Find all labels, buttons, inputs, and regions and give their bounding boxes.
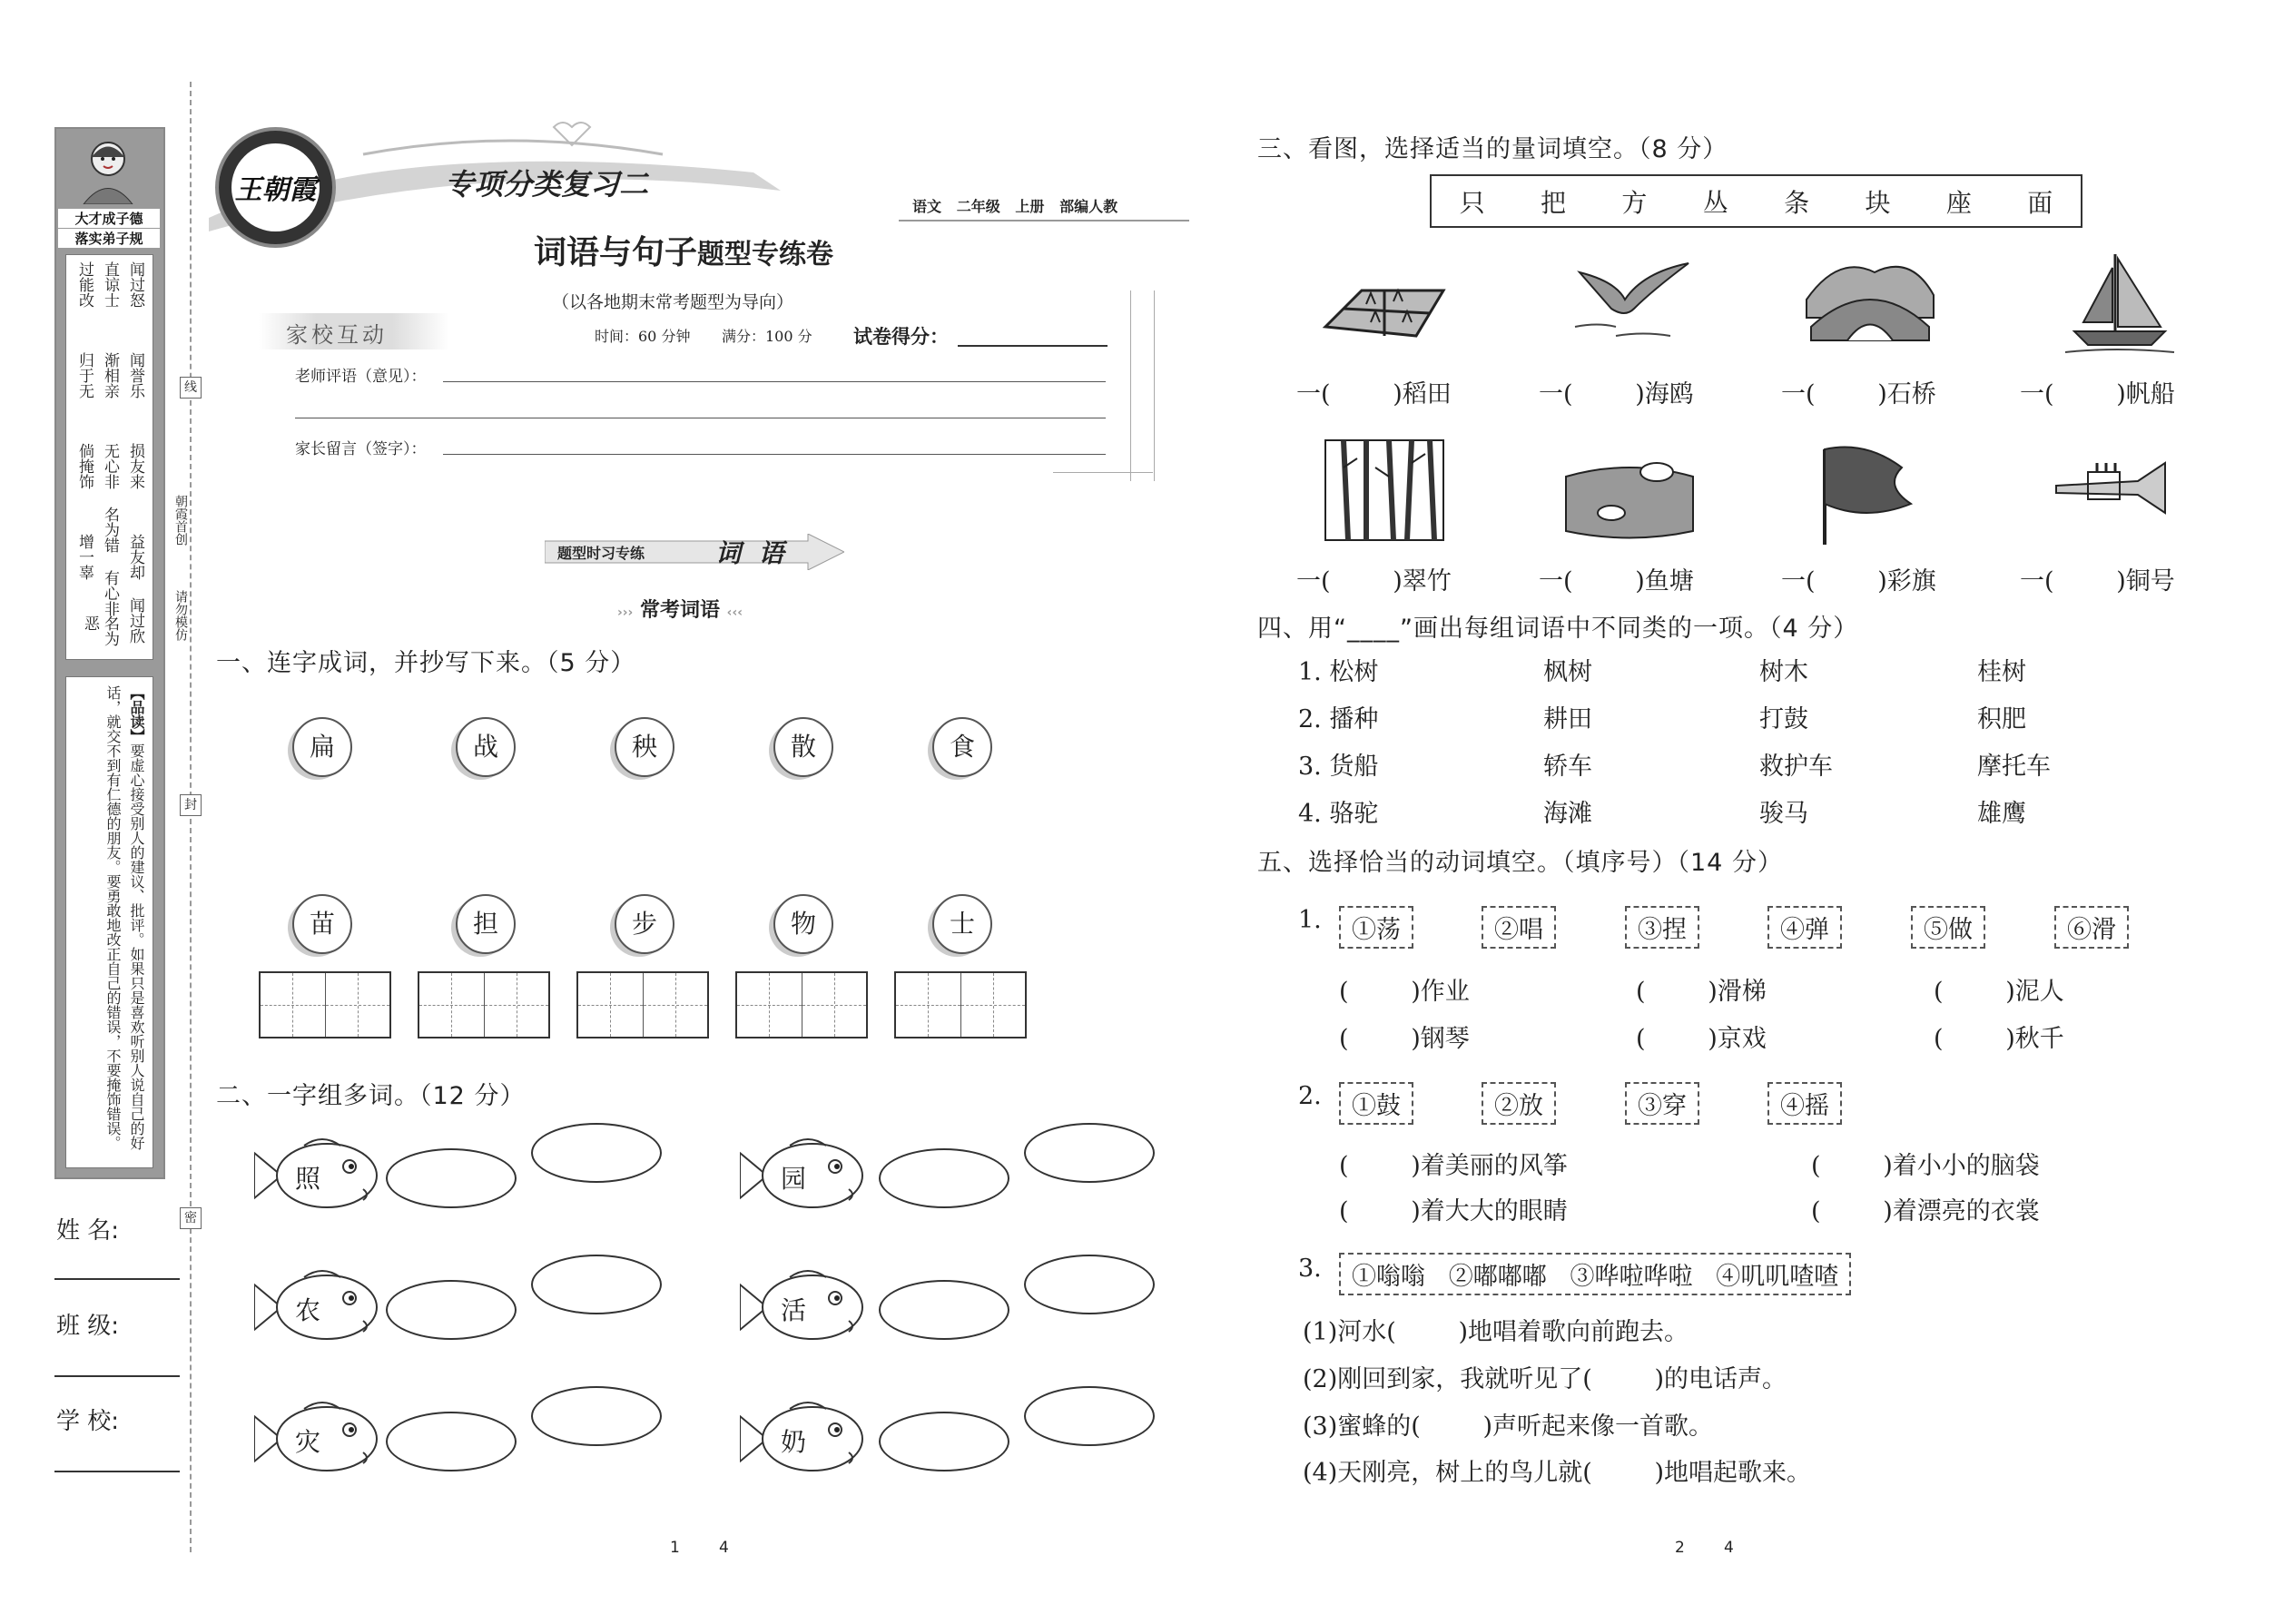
verb-option: ①荡 bbox=[1339, 906, 1413, 949]
q3-blank[interactable]: 一( )稻田 bbox=[1296, 380, 1452, 408]
q1-char-bottom[interactable]: 担 bbox=[456, 894, 516, 954]
cut-mark-secret: 密 bbox=[180, 1207, 202, 1229]
q3-blank[interactable]: 一( )彩旗 bbox=[1781, 567, 1936, 595]
cut-line bbox=[190, 82, 192, 1552]
q5-group1-number: 1. bbox=[1298, 906, 1322, 934]
school-line[interactable] bbox=[54, 1471, 180, 1472]
motto-top: 大才成子德 bbox=[58, 209, 160, 228]
verb-option: ②唱 bbox=[1482, 906, 1556, 949]
q5-blank[interactable]: ( )作业 bbox=[1339, 978, 1470, 1006]
answer-ellipse[interactable] bbox=[386, 1148, 517, 1208]
verse-columns: 闻过怒 闻誉乐 损友来 益友却 闻过欣 直谅士 渐相亲 无心非 名为错 有心非 名为恶 过能改 归于无 倘掩饰 增一辜 bbox=[75, 261, 144, 646]
answer-ellipse[interactable] bbox=[531, 1386, 662, 1446]
sailboat-icon bbox=[2047, 245, 2183, 363]
q3-blank[interactable]: 一( )石桥 bbox=[1781, 380, 1936, 408]
q4-word[interactable]: 积肥 bbox=[1977, 705, 2026, 733]
q2-fish-right bbox=[740, 1135, 867, 1220]
meta-line: 语文 二年级 上册 部编人教 bbox=[912, 198, 1118, 215]
q2-char: 活 bbox=[781, 1295, 807, 1325]
brand-logo bbox=[215, 127, 336, 248]
bamboo-icon bbox=[1316, 431, 1452, 549]
q3-blank[interactable]: 一( )翠竹 bbox=[1296, 567, 1452, 595]
writing-grid[interactable] bbox=[576, 971, 709, 1038]
q4-word[interactable]: 枫树 bbox=[1543, 658, 1592, 686]
q5-blank[interactable]: ( )泥人 bbox=[1934, 978, 2064, 1006]
measure-word-bank bbox=[1430, 174, 2082, 228]
verb-option: ②放 bbox=[1482, 1082, 1556, 1125]
answer-ellipse[interactable] bbox=[386, 1280, 517, 1340]
banner-name: 词 语 bbox=[715, 538, 784, 568]
q5-blank[interactable]: ( )钢琴 bbox=[1339, 1025, 1470, 1053]
q5-title: 五、选择恰当的动词填空。（填序号）（14 分） bbox=[1257, 849, 1783, 877]
q5-group3-number: 3. bbox=[1298, 1255, 1322, 1283]
word-bank-item: 条 bbox=[1784, 187, 1810, 218]
q2-char: 农 bbox=[295, 1295, 321, 1325]
verb-option: ④摇 bbox=[1767, 1082, 1842, 1125]
q4-rows bbox=[1298, 652, 2206, 841]
word-bank-item: 丛 bbox=[1702, 187, 1728, 218]
q4-word[interactable]: 2. 播种 bbox=[1298, 705, 1379, 733]
class-label: 班 级: bbox=[56, 1313, 120, 1340]
page-number-left: 1 4 bbox=[670, 1539, 729, 1557]
q5-blank[interactable]: ( )着漂亮的衣裳 bbox=[1811, 1197, 2040, 1225]
q1-char-bottom[interactable]: 步 bbox=[615, 894, 674, 954]
answer-ellipse[interactable] bbox=[386, 1412, 517, 1471]
q2-fish-right bbox=[740, 1398, 867, 1483]
answer-ellipse[interactable] bbox=[879, 1412, 1009, 1471]
frame-deco-right bbox=[1130, 290, 1155, 481]
frame-deco-bottom bbox=[1053, 472, 1153, 473]
q1-char-top[interactable]: 战 bbox=[456, 717, 516, 777]
teacher-comment-line-1[interactable] bbox=[443, 381, 1106, 382]
sub-banner: ››› 常考词语 ‹‹‹ bbox=[617, 599, 743, 622]
q5-sentence[interactable]: (3)蜜蜂的( )声听起来像一首歌。 bbox=[1303, 1412, 1713, 1441]
q4-word[interactable]: 桂树 bbox=[1977, 658, 2026, 686]
q3-blank[interactable]: 一( )海鸥 bbox=[1539, 380, 1694, 408]
q2-char: 园 bbox=[781, 1164, 807, 1194]
writing-grid[interactable] bbox=[418, 971, 550, 1038]
teacher-comment-label: 老师评语（意见）： bbox=[295, 368, 427, 386]
q1-title: 一、连字成词，并抄写下来。（5 分） bbox=[216, 649, 636, 677]
fish-pond-icon bbox=[1561, 431, 1698, 549]
q2-fish-left bbox=[254, 1266, 381, 1352]
section-banner bbox=[545, 534, 844, 570]
q1-char-bottom[interactable]: 物 bbox=[773, 894, 833, 954]
subtitle: （以各地期末常考题型为导向） bbox=[552, 292, 794, 312]
q4-word[interactable]: 轿车 bbox=[1543, 753, 1592, 781]
home-school-label: 家校互动 bbox=[286, 322, 388, 348]
q4-word[interactable]: 1. 松树 bbox=[1298, 658, 1379, 686]
name-line[interactable] bbox=[54, 1278, 180, 1280]
q1-char-top[interactable]: 秧 bbox=[615, 717, 674, 777]
q5-sentence[interactable]: (2)刚回到家，我就听见了( )的电话声。 bbox=[1303, 1365, 1787, 1393]
word-bank-item: 块 bbox=[1865, 187, 1891, 218]
word-bank-item: 只 bbox=[1459, 187, 1485, 218]
q4-word[interactable]: 耕田 bbox=[1543, 705, 1592, 733]
q3-blank[interactable]: 一( )鱼塘 bbox=[1539, 567, 1694, 595]
verb-option: ③捏 bbox=[1625, 906, 1699, 949]
answer-ellipse[interactable] bbox=[531, 1255, 662, 1314]
motto-bottom: 落实弟子规 bbox=[58, 229, 160, 248]
q5-sentence[interactable]: (1)河水( )地唱着歌向前跑去。 bbox=[1303, 1318, 1689, 1346]
rice-field-icon bbox=[1316, 245, 1452, 363]
q5-group2-number: 2. bbox=[1298, 1082, 1322, 1110]
time-limit: 时间：60 分钟 bbox=[595, 328, 691, 345]
q4-word[interactable]: 海滩 bbox=[1543, 800, 1592, 828]
side-note-1: 朝霞首创 bbox=[173, 495, 188, 546]
class-line[interactable] bbox=[54, 1375, 180, 1377]
word-bank-item: 面 bbox=[2027, 187, 2053, 218]
q4-word[interactable]: 打鼓 bbox=[1759, 705, 1808, 733]
q1-char-top[interactable]: 扁 bbox=[292, 717, 352, 777]
q4-word[interactable]: 骏马 bbox=[1759, 800, 1808, 828]
verb-option: ③穿 bbox=[1625, 1082, 1699, 1125]
q4-row bbox=[1298, 652, 2206, 699]
verb-option: ④弹 bbox=[1767, 906, 1842, 949]
q4-row bbox=[1298, 699, 2206, 746]
writing-grid[interactable] bbox=[259, 971, 391, 1038]
q2-char: 灾 bbox=[295, 1427, 321, 1457]
word-bank-item: 方 bbox=[1621, 187, 1648, 218]
main-title: 词语与句子题型专练卷 bbox=[534, 233, 834, 271]
q1-char-top[interactable]: 食 bbox=[932, 717, 992, 777]
verb-option: ⑤做 bbox=[1911, 906, 1985, 949]
q4-word[interactable]: 树木 bbox=[1759, 658, 1808, 686]
seagull-icon bbox=[1561, 245, 1698, 363]
school-label: 学 校: bbox=[56, 1408, 120, 1435]
q4-title: 四、用“____”画出每组词语中不同类的一项。（4 分） bbox=[1257, 615, 1859, 643]
cut-mark-seal: 封 bbox=[180, 794, 202, 816]
banner-tag: 题型时习专练 bbox=[557, 545, 645, 562]
q3-blank[interactable]: 一( )铜号 bbox=[2020, 567, 2175, 595]
q2-title: 二、一字组多词。（12 分） bbox=[216, 1082, 526, 1110]
verb-option: ①鼓 bbox=[1339, 1082, 1413, 1125]
writing-grid[interactable] bbox=[894, 971, 1027, 1038]
q5-blank[interactable]: ( )着美丽的风筝 bbox=[1339, 1152, 1568, 1180]
logo-text: 王朝霞 bbox=[234, 174, 317, 206]
q2-fish-left bbox=[254, 1135, 381, 1220]
boy-illustration bbox=[65, 132, 152, 204]
trumpet-icon bbox=[2047, 431, 2183, 549]
parent-comment-line[interactable] bbox=[443, 454, 1106, 455]
q4-word[interactable]: 摩托车 bbox=[1977, 753, 2051, 781]
answer-ellipse[interactable] bbox=[879, 1280, 1009, 1340]
stone-bridge-icon bbox=[1802, 245, 1938, 363]
word-bank-item: 把 bbox=[1541, 187, 1567, 218]
q5-blank[interactable]: ( )着小小的脑袋 bbox=[1811, 1152, 2040, 1180]
q4-row bbox=[1298, 746, 2206, 793]
q2-char: 照 bbox=[295, 1164, 321, 1194]
word-bank-item: 座 bbox=[1945, 187, 1972, 218]
answer-ellipse[interactable] bbox=[1024, 1386, 1155, 1446]
q4-word[interactable]: 3. 货船 bbox=[1298, 753, 1379, 781]
q5-blank[interactable]: ( )滑梯 bbox=[1636, 978, 1767, 1006]
writing-grid[interactable] bbox=[735, 971, 868, 1038]
onomatopoeia-options: ①嗡嗡 ②嘟嘟嘟 ③哗啦哗啦 ④叽叽喳喳 bbox=[1339, 1253, 1851, 1295]
q5-blank[interactable]: ( )京戏 bbox=[1636, 1025, 1767, 1053]
q2-fish-right bbox=[740, 1266, 867, 1352]
q4-word[interactable]: 雄鹰 bbox=[1977, 800, 2026, 828]
answer-ellipse[interactable] bbox=[1024, 1123, 1155, 1183]
page-number-right: 2 4 bbox=[1675, 1539, 1734, 1557]
home-school-tag bbox=[259, 313, 449, 349]
q4-row bbox=[1298, 793, 2206, 841]
q5-blank[interactable]: ( )秋千 bbox=[1934, 1025, 2064, 1053]
q5-blank[interactable]: ( )着大大的眼睛 bbox=[1339, 1197, 1568, 1225]
meta-underline bbox=[899, 220, 1189, 221]
q1-char-bottom[interactable]: 苗 bbox=[292, 894, 352, 954]
score-line[interactable] bbox=[958, 345, 1108, 347]
q1-char-bottom[interactable]: 士 bbox=[932, 894, 992, 954]
parent-comment-label: 家长留言（签字）： bbox=[295, 440, 427, 458]
q1-char-top[interactable]: 散 bbox=[773, 717, 833, 777]
q3-blank[interactable]: 一( )帆船 bbox=[2020, 380, 2175, 408]
answer-ellipse[interactable] bbox=[879, 1148, 1009, 1208]
q2-char: 奶 bbox=[781, 1427, 807, 1457]
q5-sentence[interactable]: (4)天刚亮，树上的鸟儿就( )地唱起歌来。 bbox=[1303, 1459, 1811, 1487]
flag-icon bbox=[1802, 431, 1938, 549]
name-label: 姓 名: bbox=[56, 1217, 120, 1245]
reading-block: 【品读】要虚心接受别人的建议、批评。如果只是喜欢听别人说自己的好话，就交不到有仁德的朋友。要勇敢地改正自己的错误，不要掩饰错误。 bbox=[104, 685, 145, 1150]
series-title: 专项分类复习二 bbox=[445, 167, 649, 202]
q3-title: 三、看图，选择适当的量词填空。（8 分） bbox=[1257, 135, 1728, 163]
answer-ellipse[interactable] bbox=[531, 1123, 662, 1183]
q4-word[interactable]: 救护车 bbox=[1759, 753, 1833, 781]
score-label: 试卷得分： bbox=[853, 326, 949, 348]
verb-option: ⑥滑 bbox=[2054, 906, 2129, 949]
side-note-2: 请勿模仿 bbox=[173, 590, 188, 641]
full-score: 满分：100 分 bbox=[722, 328, 812, 345]
cut-mark-line: 线 bbox=[180, 377, 202, 399]
q2-fish-left bbox=[254, 1398, 381, 1483]
q4-word[interactable]: 4. 骆驼 bbox=[1298, 800, 1379, 828]
answer-ellipse[interactable] bbox=[1024, 1255, 1155, 1314]
